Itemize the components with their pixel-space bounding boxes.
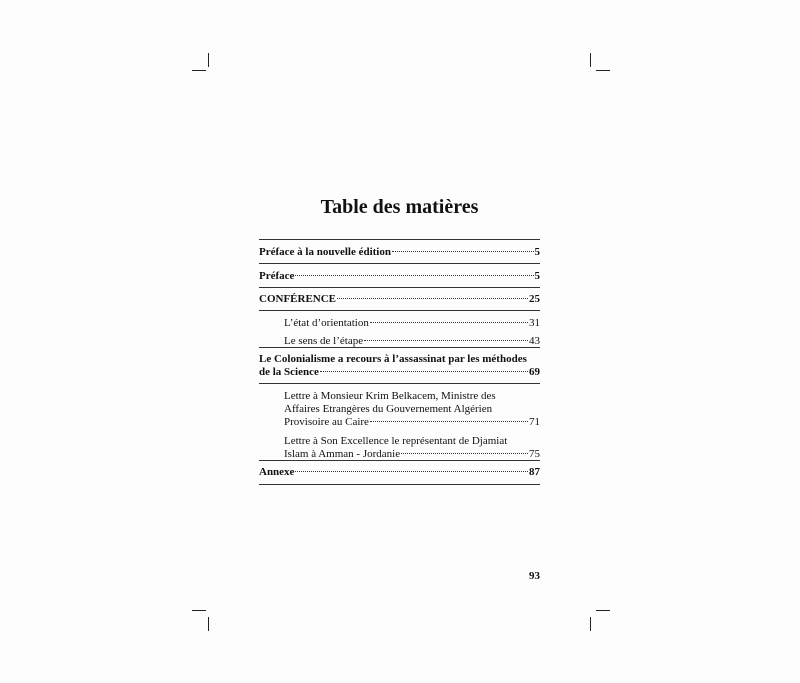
toc-entry-title: Le sens de l’étape bbox=[284, 335, 364, 347]
toc-entry-lettre-krim-belkacem[interactable] bbox=[284, 390, 540, 429]
toc-entry-annexe[interactable] bbox=[259, 466, 540, 479]
toc-divider bbox=[259, 310, 540, 311]
toc-entry-page: 69 bbox=[529, 366, 540, 378]
toc-divider bbox=[259, 287, 540, 288]
toc-entry-page: 87 bbox=[529, 466, 540, 478]
crop-mark bbox=[590, 53, 591, 67]
toc-entry-lettre-djamiat-islam[interactable] bbox=[284, 435, 540, 461]
toc-entry-page: 31 bbox=[529, 317, 540, 329]
toc-entry-title-line: Le Colonialisme a recours à l’assassinat par les méthodes bbox=[259, 353, 527, 365]
toc-entry-conference[interactable] bbox=[259, 293, 540, 306]
toc-entry-preface[interactable] bbox=[259, 270, 540, 283]
crop-mark bbox=[208, 617, 209, 631]
toc-entry-title: Annexe bbox=[259, 466, 295, 478]
crop-mark bbox=[208, 53, 209, 67]
toc-entry-title: Préface bbox=[259, 270, 295, 282]
toc-divider bbox=[259, 263, 540, 264]
toc-entry-title-line: Affaires Etrangères du Gouvernement Algérien bbox=[284, 403, 493, 415]
toc-entry-title: Provisoire au Caire bbox=[284, 416, 369, 428]
toc-entry-colonialisme[interactable] bbox=[259, 353, 540, 379]
page-number: 93 bbox=[529, 570, 540, 582]
toc-entry-title: Islam à Amman - Jordanie bbox=[284, 448, 401, 460]
toc-entry-title: Préface à la nouvelle édition bbox=[259, 246, 391, 258]
toc-entry-title: CONFÉRENCE bbox=[259, 293, 337, 305]
page-title: Table des matières bbox=[320, 196, 479, 218]
toc-divider bbox=[259, 484, 540, 485]
toc-entry-title-line: Lettre à Monsieur Krim Belkacem, Ministre des bbox=[284, 390, 496, 402]
toc-entry-page: 43 bbox=[529, 335, 540, 347]
toc-divider bbox=[259, 383, 540, 384]
toc-entry-title: L’état d’orientation bbox=[284, 317, 369, 329]
toc-divider bbox=[259, 347, 540, 348]
toc-entry-page: 5 bbox=[534, 270, 540, 282]
toc-entry-page: 5 bbox=[534, 246, 540, 258]
crop-mark bbox=[590, 617, 591, 631]
crop-mark bbox=[192, 70, 206, 71]
toc-entry-preface-nouvelle-edition[interactable] bbox=[259, 246, 540, 259]
toc-entry-title-line: Lettre à Son Excellence le représentant de Djamiat bbox=[284, 435, 508, 447]
toc-entry-title: de la Science bbox=[259, 366, 319, 378]
crop-mark bbox=[596, 610, 610, 611]
crop-mark bbox=[192, 610, 206, 611]
toc-entry-etat-orientation[interactable] bbox=[284, 317, 540, 330]
toc-divider bbox=[259, 239, 540, 240]
toc-entry-page: 75 bbox=[529, 448, 540, 460]
crop-mark bbox=[596, 70, 610, 71]
toc-entry-page: 25 bbox=[529, 293, 540, 305]
toc-entry-page: 71 bbox=[529, 416, 540, 428]
toc-divider bbox=[259, 460, 540, 461]
